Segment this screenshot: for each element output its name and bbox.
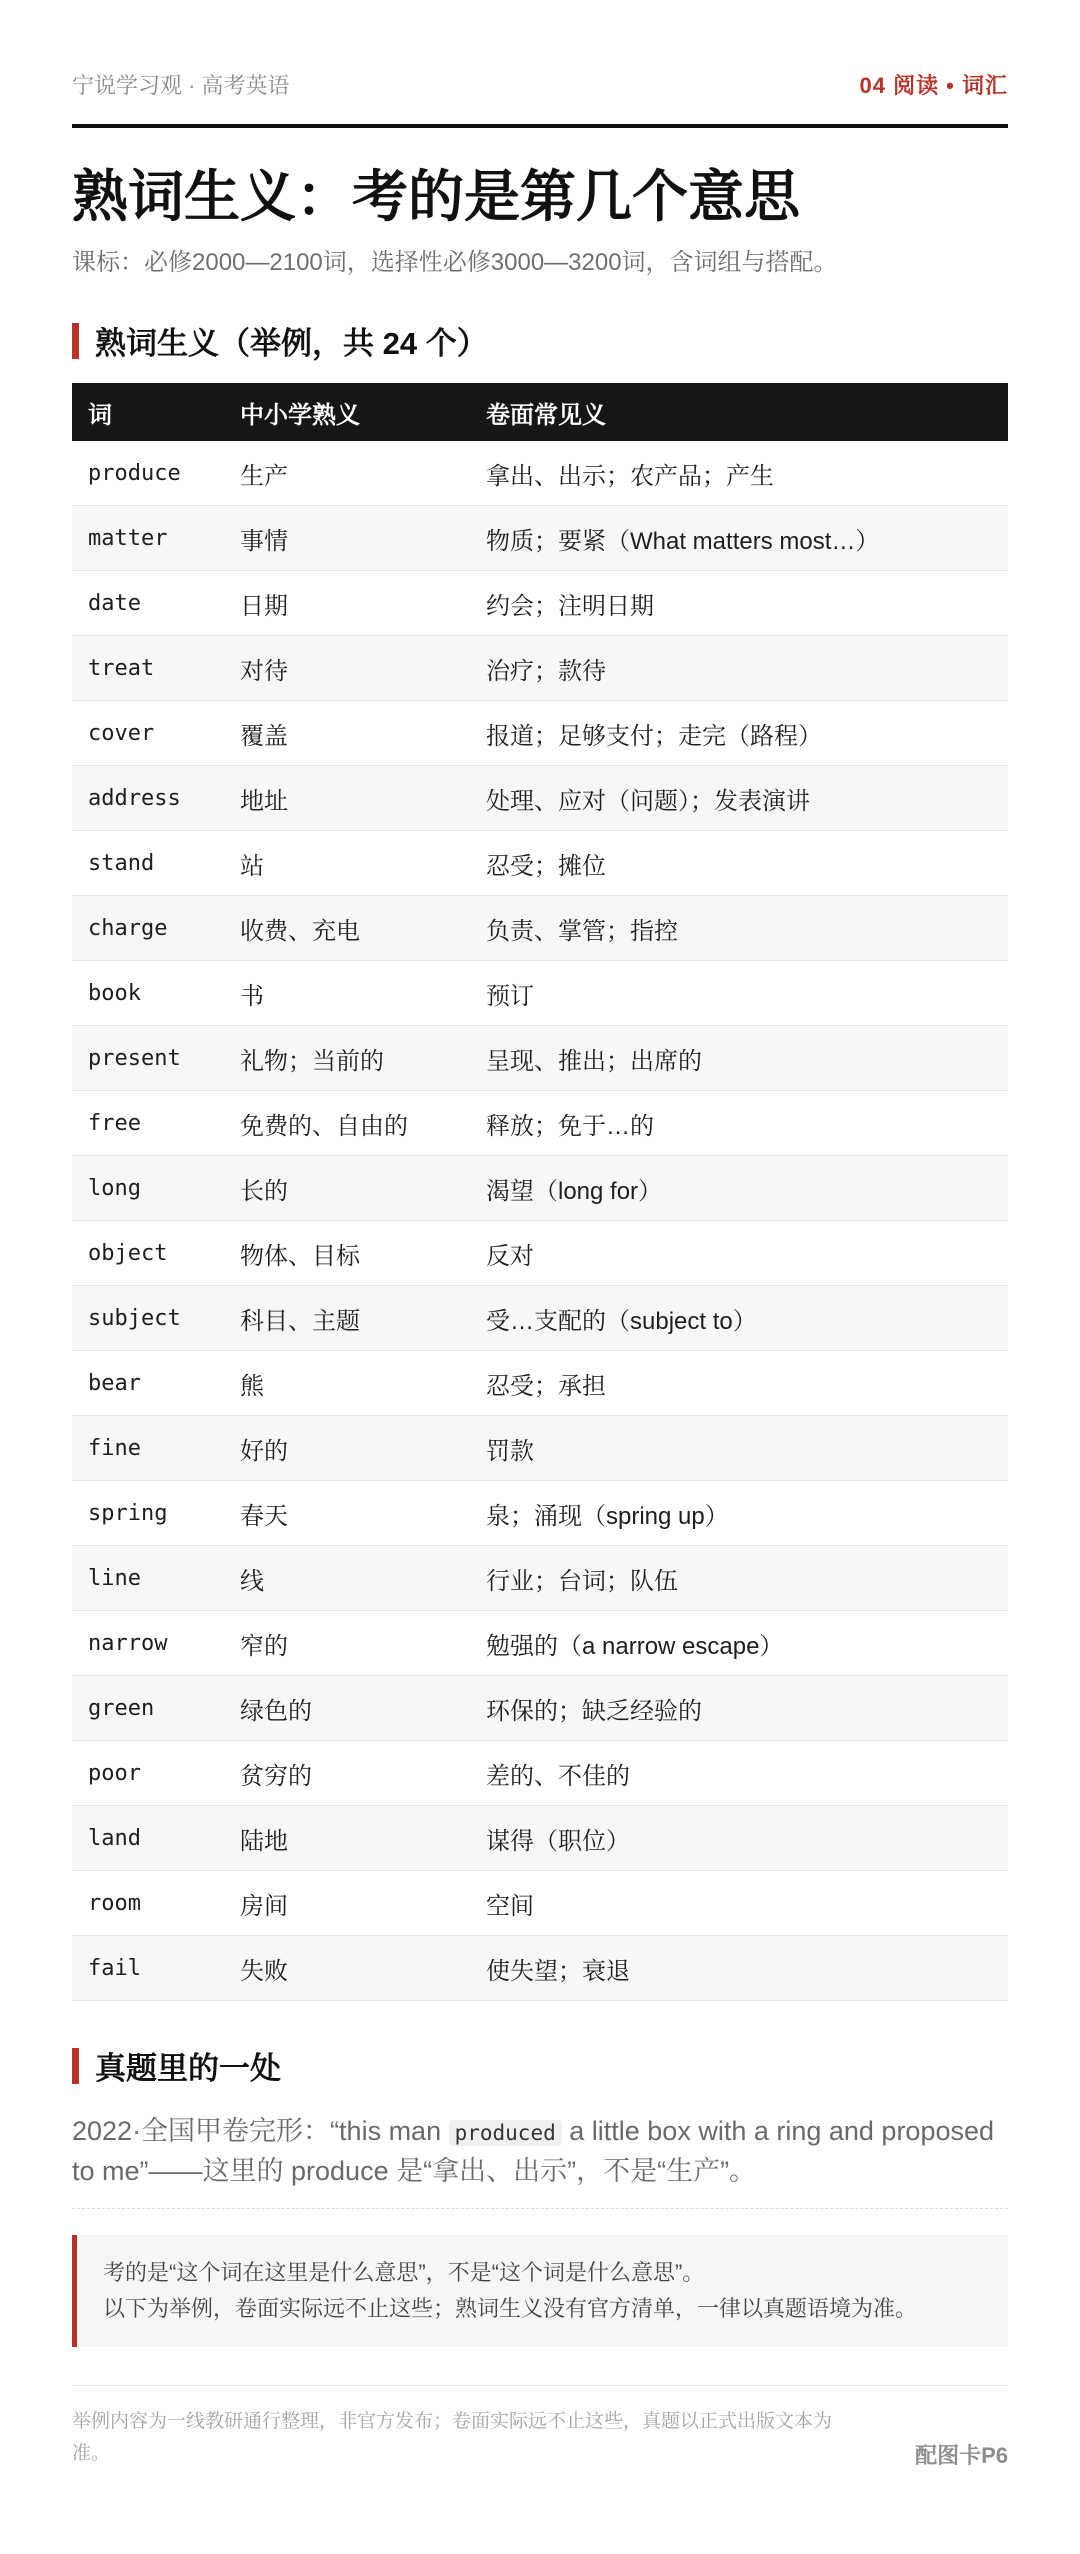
cell-word: object — [72, 1221, 224, 1286]
table-row — [72, 1611, 1008, 1676]
cell-word: bear — [72, 1351, 224, 1416]
table-row — [72, 896, 1008, 961]
table-row — [72, 1546, 1008, 1611]
cell-basic-meaning: 窄的 — [224, 1611, 470, 1676]
table-row — [72, 701, 1008, 766]
table-row — [72, 1286, 1008, 1351]
cell-exam-meaning: 呈现、推出；出席的 — [470, 1026, 1008, 1091]
table-row — [72, 961, 1008, 1026]
table-row — [72, 1741, 1008, 1806]
cell-basic-meaning: 房间 — [224, 1871, 470, 1936]
cell-basic-meaning: 礼物；当前的 — [224, 1026, 470, 1091]
cell-basic-meaning: 书 — [224, 961, 470, 1026]
note-box — [72, 2235, 1008, 2347]
cell-exam-meaning: 报道；足够支付；走完（路程） — [470, 701, 1008, 766]
cell-exam-meaning: 物质；要紧（What matters most…） — [470, 506, 1008, 571]
cell-word: poor — [72, 1741, 224, 1806]
word-table — [72, 383, 1008, 2001]
cell-exam-meaning: 预订 — [470, 961, 1008, 1026]
cell-word: subject — [72, 1286, 224, 1351]
page-title: 熟词生义：考的是第几个意思 — [72, 165, 800, 228]
cell-exam-meaning: 罚款 — [470, 1416, 1008, 1481]
cell-exam-meaning: 治疗；款待 — [470, 636, 1008, 701]
cell-word: present — [72, 1026, 224, 1091]
note-line: 考的是“这个词在这里是什么意思”，不是“这个词是什么意思”。 — [103, 2260, 705, 2285]
cell-word: green — [72, 1676, 224, 1741]
quote-text: a little box with a ring and proposed to me”——这里的 produce 是“拿出、出示”，不是“生产”。 — [72, 2116, 995, 2186]
section-header-exam — [72, 2043, 1008, 2088]
cell-basic-meaning: 生产 — [224, 441, 470, 506]
cell-word: fine — [72, 1416, 224, 1481]
table-row — [72, 636, 1008, 701]
page-subtitle: 课标：必修2000—2100词，选择性必修3000—3200词，含词组与搭配。 — [72, 249, 838, 276]
column-header-basic-meaning: 中小学熟义 — [240, 401, 360, 429]
cell-word: cover — [72, 701, 224, 766]
exam-quote — [72, 2112, 1008, 2209]
cell-exam-meaning: 勉强的（a narrow escape） — [470, 1611, 1008, 1676]
cell-exam-meaning: 空间 — [470, 1871, 1008, 1936]
section-header-examples — [72, 318, 1008, 363]
cell-exam-meaning: 谋得（职位） — [470, 1806, 1008, 1871]
cell-exam-meaning: 负责、掌管；指控 — [470, 896, 1008, 961]
cell-exam-meaning: 忍受；摊位 — [470, 831, 1008, 896]
cell-basic-meaning: 绿色的 — [224, 1676, 470, 1741]
column-header-exam-meaning: 卷面常见义 — [486, 401, 606, 429]
table-row — [72, 831, 1008, 896]
table-row — [72, 1806, 1008, 1871]
cell-exam-meaning: 渴望（long for） — [470, 1156, 1008, 1221]
cell-basic-meaning: 科目、主题 — [224, 1286, 470, 1351]
cell-basic-meaning: 长的 — [224, 1156, 470, 1221]
cell-basic-meaning: 事情 — [224, 506, 470, 571]
cell-exam-meaning: 释放；免于…的 — [470, 1091, 1008, 1156]
brand-label: 宁说学习观 · 高考英语 — [72, 72, 290, 98]
section-tag: 04 阅读 • 词汇 — [859, 72, 1008, 98]
cell-word: spring — [72, 1481, 224, 1546]
cell-word: treat — [72, 636, 224, 701]
cell-exam-meaning: 差的、不佳的 — [470, 1741, 1008, 1806]
cell-word: line — [72, 1546, 224, 1611]
table-row — [72, 571, 1008, 636]
section-title: 真题里的一处 — [95, 2051, 281, 2086]
cell-basic-meaning: 失败 — [224, 1936, 470, 2001]
cell-word: fail — [72, 1936, 224, 2001]
cell-basic-meaning: 熊 — [224, 1351, 470, 1416]
cell-basic-meaning: 陆地 — [224, 1806, 470, 1871]
cell-basic-meaning: 收费、充电 — [224, 896, 470, 961]
highlighted-word: produced — [449, 2120, 562, 2146]
cell-exam-meaning: 忍受；承担 — [470, 1351, 1008, 1416]
cell-word: land — [72, 1806, 224, 1871]
table-row — [72, 1351, 1008, 1416]
cell-exam-meaning: 环保的；缺乏经验的 — [470, 1676, 1008, 1741]
table-row — [72, 1091, 1008, 1156]
note-line: 以下为举例，卷面实际远不止这些；熟词生义没有官方清单，一律以真题语境为准。 — [103, 2296, 918, 2321]
cell-basic-meaning: 物体、目标 — [224, 1221, 470, 1286]
table-row — [72, 441, 1008, 506]
quote-text: 2022·全国甲卷完形：“this man — [72, 2116, 449, 2146]
cell-word: long — [72, 1156, 224, 1221]
table-row — [72, 1156, 1008, 1221]
cell-basic-meaning: 线 — [224, 1546, 470, 1611]
cell-basic-meaning: 贫穷的 — [224, 1741, 470, 1806]
table-body — [72, 441, 1008, 2001]
page-number: 配图卡P6 — [915, 2443, 1008, 2468]
table-row — [72, 1416, 1008, 1481]
cell-word: room — [72, 1871, 224, 1936]
cell-exam-meaning: 处理、应对（问题）；发表演讲 — [470, 766, 1008, 831]
cell-basic-meaning: 站 — [224, 831, 470, 896]
table-header-row — [72, 383, 1008, 441]
cell-exam-meaning: 行业；台词；队伍 — [470, 1546, 1008, 1611]
cell-word: narrow — [72, 1611, 224, 1676]
cell-basic-meaning: 覆盖 — [224, 701, 470, 766]
cell-exam-meaning: 泉；涌现（spring up） — [470, 1481, 1008, 1546]
section-accent-bar — [72, 323, 79, 359]
table-row — [72, 1871, 1008, 1936]
cell-basic-meaning: 日期 — [224, 571, 470, 636]
footer-disclaimer: 举例内容为一线教研通行整理，非官方发布；卷面实际远不止这些，真题以正式出版文本为准。 — [72, 2411, 833, 2464]
cell-exam-meaning: 约会；注明日期 — [470, 571, 1008, 636]
cell-exam-meaning: 反对 — [470, 1221, 1008, 1286]
cell-basic-meaning: 地址 — [224, 766, 470, 831]
section-accent-bar — [72, 2048, 79, 2084]
table-row — [72, 1221, 1008, 1286]
table-row — [72, 506, 1008, 571]
cell-basic-meaning: 对待 — [224, 636, 470, 701]
cell-basic-meaning: 春天 — [224, 1481, 470, 1546]
cell-word: charge — [72, 896, 224, 961]
cell-word: address — [72, 766, 224, 831]
footer — [72, 2385, 1008, 2470]
table-row — [72, 1481, 1008, 1546]
section-title: 熟词生义（举例，共 24 个） — [95, 326, 488, 361]
column-header-word: 词 — [88, 401, 112, 429]
table-row — [72, 766, 1008, 831]
table-row — [72, 1026, 1008, 1091]
cell-exam-meaning: 使失望；衰退 — [470, 1936, 1008, 2001]
cell-basic-meaning: 免费的、自由的 — [224, 1091, 470, 1156]
cell-word: date — [72, 571, 224, 636]
top-bar — [72, 62, 1008, 128]
table-row — [72, 1676, 1008, 1741]
cell-word: stand — [72, 831, 224, 896]
cell-word: matter — [72, 506, 224, 571]
cell-exam-meaning: 拿出、出示；农产品；产生 — [470, 441, 1008, 506]
cell-word: produce — [72, 441, 224, 506]
cell-basic-meaning: 好的 — [224, 1416, 470, 1481]
cell-word: free — [72, 1091, 224, 1156]
cell-word: book — [72, 961, 224, 1026]
cell-exam-meaning: 受…支配的（subject to） — [470, 1286, 1008, 1351]
card-page — [0, 62, 1080, 2554]
table-row — [72, 1936, 1008, 2001]
